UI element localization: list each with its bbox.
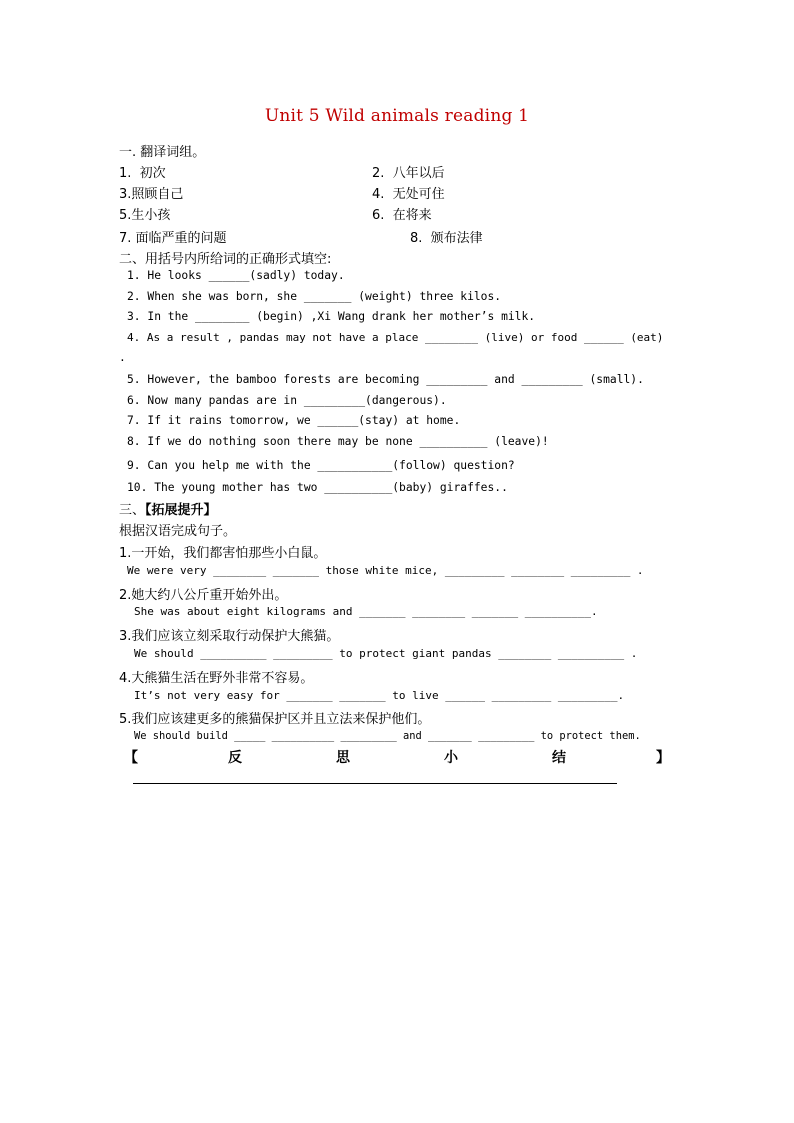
reflection-char: 思 [336,750,350,766]
section2-heading: 二、用括号内所给词的正确形式填空: [119,252,332,267]
reflection-char: 反 [228,750,242,766]
fill-blank-item-continuation: . [119,351,126,364]
sentence-completion-en: We should __________ _________ to protect giant pandas ________ __________ . [134,647,638,660]
fill-blank-item: 8. If we do nothing soon there may be none __________ (leave)! [127,435,549,448]
phrase-item: 4. 无处可住 [372,187,445,202]
fill-blank-item: 6. Now many pandas are in _________(dangerous). [127,394,447,407]
sentence-prompt-cn: 5.我们应该建更多的熊猫保护区并且立法来保护他们。 [119,712,431,727]
phrase-item: 3.照顾自己 [119,187,184,202]
section1-heading: 一. 翻译词组。 [119,145,206,160]
sentence-completion-en: We should build _____ __________ _________ and _______ _________ to protect them. [134,730,641,742]
fill-blank-item: 3. In the ________ (begin) ,Xi Wang drank her mother’s milk. [127,310,536,323]
phrase-item: 7. 面临严重的问题 [119,231,227,246]
section3-instruction: 根据汉语完成句子。 [119,524,237,539]
phrase-item: 1. 初次 [119,166,166,181]
reflection-open-bracket: 【 [124,750,138,766]
sentence-prompt-cn: 1.一开始，我们都害怕那些小白鼠。 [119,546,327,561]
phrase-item: 8. 颁布法律 [410,231,483,246]
phrase-item: 5.生小孩 [119,208,171,223]
sentence-prompt-cn: 2.她大约八公斤重开始外出。 [119,588,288,603]
reflection-close-bracket: 】 [656,750,670,766]
fill-blank-item: 5. However, the bamboo forests are becoming _________ and _________ (small). [127,373,644,386]
reflection-writing-line[interactable] [133,783,617,784]
sentence-completion-en: It’s not very easy for _______ _______ to live ______ _________ _________. [134,689,625,702]
fill-blank-item: 2. When she was born, she _______ (weight) three kilos. [127,290,502,303]
fill-blank-item: 9. Can you help me with the ___________(follow) question? [127,459,515,472]
worksheet-title: Unit 5 Wild animals reading 1 [264,106,530,126]
fill-blank-item: 1. He looks ______(sadly) today. [127,269,345,282]
reflection-summary-heading [124,747,672,767]
sentence-prompt-cn: 4.大熊猫生活在野外非常不容易。 [119,671,314,686]
fill-blank-item: 10. The young mother has two __________(baby) giraffes.. [127,481,508,494]
phrase-item: 6. 在将来 [372,208,432,223]
reflection-char: 小 [444,750,458,766]
reflection-char: 结 [552,750,566,766]
fill-blank-item: 4. As a result , pandas may not have a place ________ (live) or food ______ (eat) [127,331,664,344]
fill-blank-item: 7. If it rains tomorrow, we ______(stay) at home. [127,414,461,427]
sentence-prompt-cn: 3.我们应该立刻采取行动保护大熊猫。 [119,629,340,644]
section3-heading: 三、【拓展提升】 [119,503,217,518]
phrase-item: 2. 八年以后 [372,166,445,181]
sentence-completion-en: She was about eight kilograms and _______ ________ _______ __________. [134,605,598,618]
sentence-completion-en: We were very ________ _______ those white mice, _________ ________ _________ . [127,564,644,577]
